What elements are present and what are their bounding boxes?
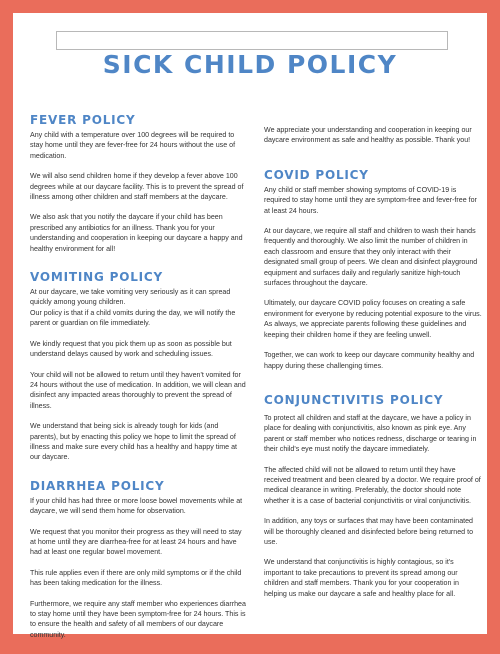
policy-page [13,13,487,639]
conjunctivitis-policy-section [264,393,482,599]
covid-paragraph: Any child or staff member showing symptoms of COVID-19 is required to stay home until they are symptom-free and fever-free for at least 24 hours. [264,185,477,215]
name-input-box[interactable] [56,31,448,50]
conjunctivitis-paragraph: To protect all children and staff at the daycare, we have a policy in place for dealing with conjunctivitis, also known as pink eye. Any parent or staff member who notices redness, discharge or tearing in their child's eye must notify the daycare immediately. [264,413,477,454]
fever-paragraph: Any child with a temperature over 100 degrees will be required to stay home until they are fever-free for 24 hours without the use of medication. [30,131,236,160]
vomiting-paragraph: We understand that being sick is already tough for kids (and parents), but by enacting this policy we hope to limit the spread of illness and make sure every child has a healthy and happy time at our daycare. [30,422,238,462]
vomiting-paragraph: Your child will not be allowed to return until they haven't vomited for 24 hours without the use of medication. In addition, we will clean and disinfect any impacted areas thoroughly to prevent the spread of illness. [30,370,246,410]
covid-paragraph: At our daycare, we require all staff and children to wash their hands frequently and thoroughly. We also limit the number of children in each classroom and ensure that they only interact with their designated small group of peers. We clean and disinfect playground equipment and surfaces daily and regularly sanitize high-touch surfaces throughout the daycare. [264,227,478,288]
covid-policy-section [264,168,482,371]
diarrhea-policy-section [30,479,248,640]
conjunctivitis-paragraph: We understand that conjunctivitis is highly contagious, so it's important to take precautions to prevent its spread among our children and staff members. Thank you for your cooperation in helping us make our daycare a safe and healthy place for all. [264,558,459,598]
covid-paragraph: Together, we can work to keep our daycare community healthy and happy during these challenging times. [264,351,475,370]
fever-paragraph: We will also send children home if they develop a fever above 100 degrees while at our daycare facility. This is to prevent the spread of illness among other children and staff members at the daycare. [30,172,244,202]
diarrhea-paragraph: If your child has had three or more loose bowel movements while at daycare, we will send them home for observation. [30,496,243,516]
covid-policy-heading: COVID POLICY [264,167,369,182]
vomiting-policy-section [30,270,248,463]
vomiting-paragraph: Our policy is that if a child vomits during the day, we will notify the parent or guardian on file immediately. [30,308,236,328]
diarrhea-policy-heading: DIARRHEA POLICY [30,478,165,493]
conjunctivitis-paragraph: The affected child will not be allowed to return until they have received treatment and been cleared by a doctor. We require proof of medical clearance in writing. Preferably, the doctor should note whether it is a case of bacterial conjunctivitis or viral conjunctivitis. [264,465,481,505]
fever-policy-heading: FEVER POLICY [30,113,136,127]
fever-policy-section [30,113,248,254]
conjunctivitis-paragraph: In addition, any toys or surfaces that may have been contaminated will be thoroughly cleaned and disinfected before being returned to use. [264,517,474,546]
fever-paragraph: We also ask that you notify the daycare if your child has been prescribed any antibiotics for an illness. Thank you for your understanding and cooperation in keeping our daycare a happy and healthy environment for all! [30,213,243,253]
diarrhea-paragraph: This rule applies even if there are only mild symptoms or if the child has been taking medication for the illness. [30,568,242,588]
vomiting-policy-heading: VOMITING POLICY [30,270,164,285]
diarrhea-paragraph: We request that you monitor their progress as they will need to stay at home until they are diarrhea-free for at least 24 hours and have had at least one regular bowel movement. [30,527,242,557]
appreciation-section [264,125,482,146]
left-column [30,113,248,654]
vomiting-paragraph: At our daycare, we take vomiting very seriously as it can spread quickly among young children. [30,288,231,307]
appreciation-paragraph: We appreciate your understanding and cooperation in keeping our daycare environment as safe and healthy as possible. Thank you! [264,126,472,145]
covid-paragraph: Ultimately, our daycare COVID policy focuses on creating a safe environment for everyone by reducing potential exposure to the virus. As always, we appreciate parents following these guidelines and keeping their children home if they are feeling unwell. [264,299,482,339]
diarrhea-paragraph: Furthermore, we require any staff member who experiences diarrhea to stay home until they have been symptom-free for 24 hours. This is to ensure the health and safety of all members of our daycare community. [30,599,246,639]
document-title: SICK CHILD POLICY [102,50,398,79]
conjunctivitis-policy-heading: CONJUNCTIVITIS POLICY [264,392,444,407]
right-column [264,125,482,613]
vomiting-paragraph: We kindly request that you pick them up as soon as possible but understand delays caused by work and scheduling issues. [30,339,232,359]
